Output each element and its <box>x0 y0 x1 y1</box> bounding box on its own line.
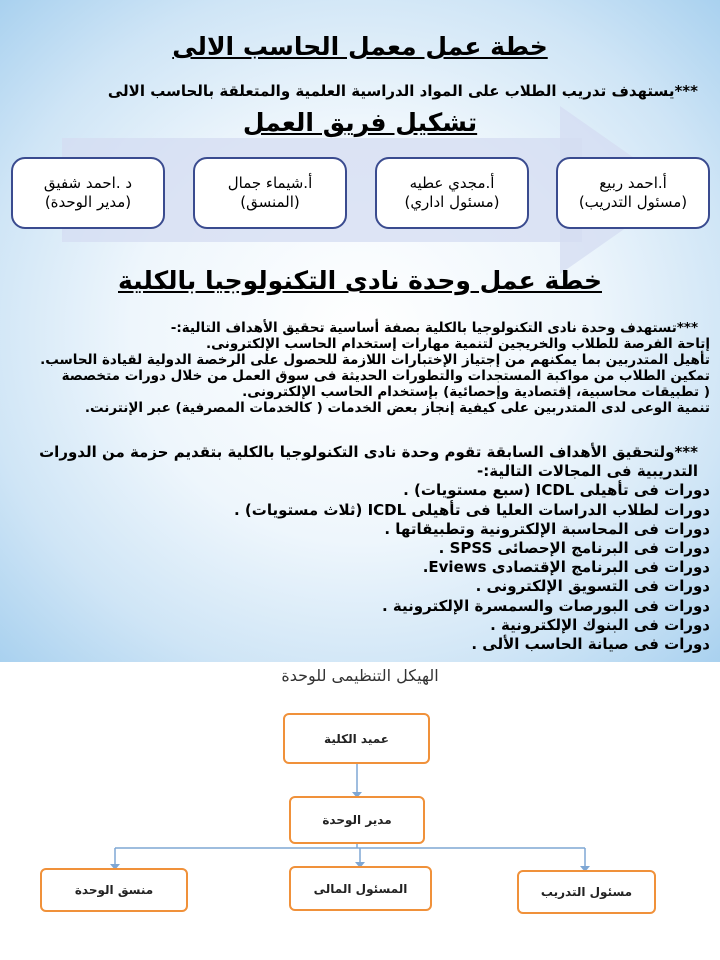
goal-item: تنمية الوعى لدى المتدربين على كيفية إنجاز بعض الخدمات ( كالخدمات المصرفية) عبر الإنترنت. <box>84 400 710 416</box>
courses-list <box>10 443 710 654</box>
goal-item: ( تطبيقات محاسبية، إقتصادية وإحصائية) بإستخدام الحاسب الإلكترونى. <box>242 384 710 400</box>
org-chart-title: الهيكل التنظيمى للوحدة <box>281 666 439 685</box>
course-item: دورات فى البنوك الإلكترونية . <box>490 615 710 634</box>
team-member-training <box>556 157 710 229</box>
org-box-training: مسئول التدريب <box>517 870 656 914</box>
org-box-dean: عميد الكلية <box>283 713 430 764</box>
page-title: خطة عمل معمل الحاسب الالى <box>172 32 548 61</box>
goals-list <box>10 320 710 416</box>
team-member-role: (مدير الوحدة) <box>44 193 132 211</box>
team-member-name: د .احمد شفيق <box>43 174 133 192</box>
course-item: دورات فى تأهيلى ICDL (سبع مستويات) . <box>403 481 710 500</box>
team-member-admin <box>375 157 529 229</box>
goals-intro: ***تستهدف وحدة نادى التكنولوجيا بالكلية بصفة أساسية تحقيق الأهداف التالية:- <box>170 320 698 336</box>
course-item: دورات فى البورصات والسمسرة الإلكترونية . <box>382 596 710 615</box>
team-member-name: أ.مجدي عطيه <box>409 174 495 192</box>
org-box-coordinator: منسق الوحدة <box>40 868 188 912</box>
courses-intro: ***ولتحقيق الأهداف السابقة تقوم وحدة نادى التكنولوجيا بالكلية بتقديم حزمة من الدورات <box>39 443 698 461</box>
courses-intro: التدريبية فى المجالات التالية:- <box>477 462 698 481</box>
team-member-name: أ.احمد ربيع <box>599 174 667 192</box>
org-box-manager: مدير الوحدة <box>289 796 425 844</box>
team-member-name: أ.شيماء جمال <box>227 174 313 192</box>
team-member-role: (المنسق) <box>240 193 300 211</box>
lab-goal-text: ***يستهدف تدريب الطلاب على المواد الدراسية العلمية والمتعلقة بالحاسب الالى <box>107 82 698 100</box>
course-item: دورات فى صيانة الحاسب الألى . <box>471 635 710 654</box>
goal-item: تأهيل المتدربين بما يمكنهم من إجتياز الإختبارات اللازمة للحصول على الرخصة الدولية لقيادة الحاسب. <box>40 352 710 368</box>
course-item: دورات فى البرنامج الإحصائى SPSS . <box>438 539 710 558</box>
goal-item: إتاحة الفرصة للطلاب والخريجين لتنمية مهارات إستخدام الحاسب الإلكترونى. <box>206 336 710 352</box>
club-title: خطة عمل وحدة نادى التكنولوجيا بالكلية <box>118 266 602 295</box>
goal-item: تمكين الطلاب من مواكبة المستجدات والتطورات الحديثة فى سوق العمل من خلال دورات متخصصة <box>61 368 710 384</box>
team-title: تشكيل فريق العمل <box>242 108 478 137</box>
course-item: دورات لطلاب الدراسات العليا فى تأهيلى ICDL (ثلاث مستويات) . <box>234 500 710 519</box>
team-member-role: (مسئول اداري) <box>404 193 500 211</box>
course-item: دورات فى التسويق الإلكترونى . <box>475 577 710 596</box>
team-member-role: (مسئول التدريب) <box>578 193 688 211</box>
org-box-finance: المسئول المالى <box>289 866 432 911</box>
team-member-manager <box>11 157 165 229</box>
course-item: دورات فى البرنامج الإقتصادى Eviews. <box>422 558 710 577</box>
team-member-coordinator <box>193 157 347 229</box>
course-item: دورات فى المحاسبة الإلكترونية وتطبيقاتها . <box>384 519 710 538</box>
